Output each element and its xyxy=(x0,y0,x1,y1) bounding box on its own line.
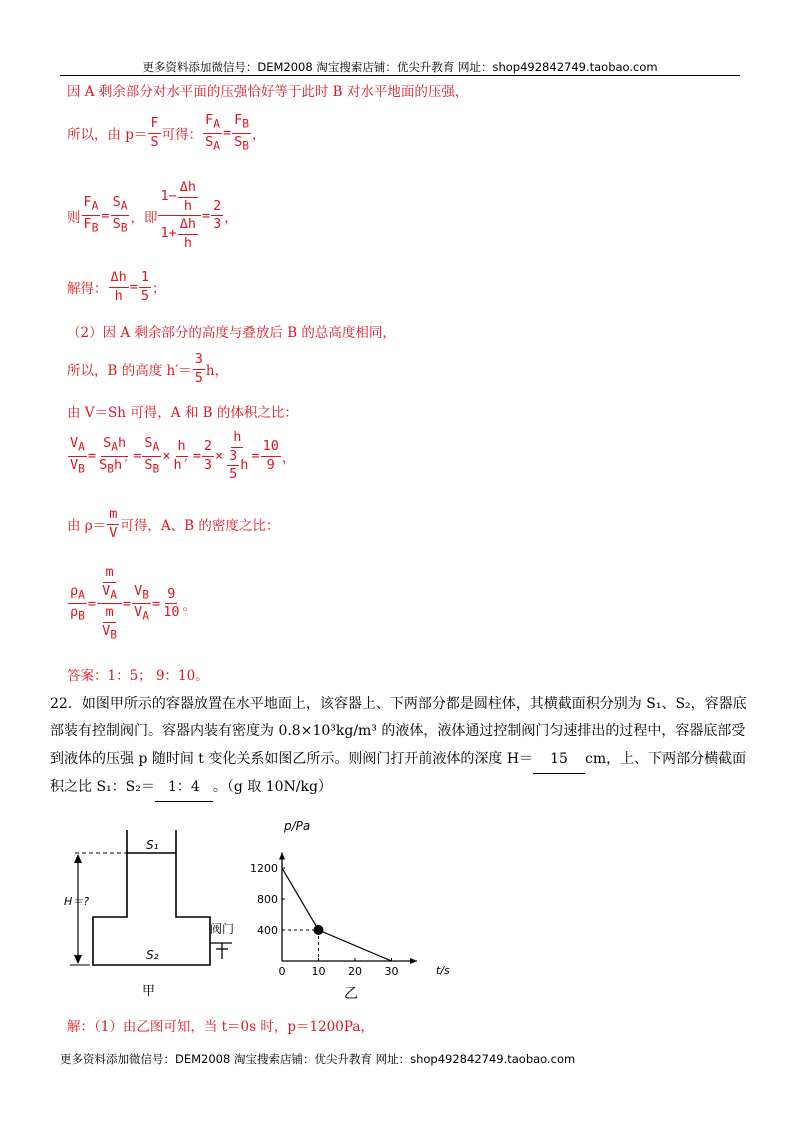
fraction-m-v: m V xyxy=(109,506,118,541)
solution-line-8: $\frac{V_A}{V_B}$ = $S_Ah$ $S_Bh'$ = $\frac{S_A}{S_B}$ × $\frac{h}{h'}$ = $\frac{2}{3}$ × h 3 5 h = $\frac{10}{9}$ ， xyxy=(70,429,296,483)
fraction-va-vb: $\frac{V_A}{V_B}$ xyxy=(70,435,85,476)
y-tick-label: 800 xyxy=(257,893,278,906)
solution-line-2: 所以，由 p＝ F S 可得： $\frac{F_A}{S_A}$ = $\frac{F_B}{S_B}$ ， xyxy=(67,112,266,153)
y-tick-label: 1200 xyxy=(250,862,278,875)
text: 可得： xyxy=(161,127,203,144)
page-footer: 更多资料添加微信号：DEM2008 淘宝搜索店铺：优尖升教育 网址：shop492842749.taobao.com xyxy=(60,1052,576,1066)
answer-line: 答案：1：5； 9：10。 xyxy=(67,668,209,684)
fraction-h-h: $\frac{h}{h'}$ xyxy=(173,438,190,473)
text: cm，上、下两部分横截面 xyxy=(585,750,747,767)
solution-line-4: 解得： $\frac{\Delta h}{h}$ = $\frac{1}{5}$ ； xyxy=(67,269,166,304)
label-h: H＝? xyxy=(64,895,90,908)
fraction-fb-sb: $\frac{F_B}{S_B}$ xyxy=(234,112,250,153)
text: 。（g 取 10N/kg） xyxy=(212,778,332,795)
text: 可得，A、B 的密度之比： xyxy=(120,518,280,535)
compound-fraction: 1− Δh h 1+ Δh h xyxy=(158,180,201,251)
compound-fraction-density: $\frac{m}{V_A}$ $\frac{m}{V_B}$ xyxy=(97,565,122,642)
fraction-f-s: F S xyxy=(150,115,159,150)
y-axis-arrow xyxy=(279,853,285,860)
fraction-9-10: $\frac{9}{10}$ xyxy=(163,585,180,621)
valve-icon xyxy=(210,943,232,959)
y-tick-label: 400 xyxy=(257,924,278,937)
label-s2: S₂ xyxy=(146,948,159,962)
caption-jia: 甲 xyxy=(142,984,156,999)
text: 解得： xyxy=(67,281,108,298)
answer-area-ratio: 1：4 xyxy=(155,774,213,802)
text: ，即 xyxy=(130,209,158,226)
figure-container-jia xyxy=(60,825,250,1000)
text: 到液体的压强 p 随时间 t 变化关系如图乙所示。则阀门打开前液体的深度 H＝ xyxy=(50,750,534,767)
x-tick-label: 10 xyxy=(311,965,326,978)
text: 所以，由 p＝ xyxy=(67,127,148,144)
header-rule xyxy=(60,75,740,76)
problem-line-1: 22．如图甲所示的容器放置在水平地面上，该容器上、下两部分都是圆柱体，其横截面积分别为 S₁、S₂，容器底 xyxy=(50,696,747,712)
fraction-2-3-b: $\frac{2}{3}$ xyxy=(203,438,212,473)
x-axis-arrow xyxy=(410,958,417,964)
x-tick-label: 0 xyxy=(278,965,286,978)
label-valve: 阀门 xyxy=(210,922,235,936)
fraction-rhoa-rhob: $\frac{\rho_A}{\rho_B}$ xyxy=(70,582,85,623)
problem-22 xyxy=(50,691,750,802)
fraction-2-3: $\frac{2}{3}$ xyxy=(213,197,222,233)
fraction-10-9: $\frac{10}{9}$ xyxy=(262,438,279,473)
x-tick-label: 30 xyxy=(384,965,399,978)
problem-line-2: 部装有控制阀门。容器内装有密度为 0.8×10³kg/m³ 的液体，液体通过控制阀门匀速排出的过程中，容器底部受 xyxy=(50,723,746,740)
chart-xlabel: t/s xyxy=(436,964,450,977)
fraction-sa-sb-2: $\frac{S_A}{S_B}$ xyxy=(144,435,160,476)
fraction-h-3-5h: h 3 5 h xyxy=(229,429,249,483)
fraction-3-5: 3 5 xyxy=(194,351,203,386)
text: 则 xyxy=(67,209,81,226)
text: 所以，B 的高度 h′＝ xyxy=(67,363,192,380)
marked-point xyxy=(314,925,324,935)
solution-line-6 xyxy=(67,352,228,386)
solution-line-1: 因 A 剩余部分对水平面的压强恰好等于此时 B 对水平地面的压强， xyxy=(67,84,469,100)
fraction-sa-sb: $\frac{S_A}{S_B}$ xyxy=(112,194,128,235)
label-s1: S₁ xyxy=(146,838,159,852)
fraction-dh-h: $\frac{\Delta h}{h}$ xyxy=(110,269,127,304)
solution-line-3: 则 $\frac{F_A}{F_B}$ = $\frac{S_A}{S_B}$ ，即 1− Δh h 1+ Δh h = $\frac{2}{3}$ ， xyxy=(67,179,238,251)
page-header: 更多资料添加微信号：DEM2008 淘宝搜索店铺：优尖升教育 网址：shop492842749.taobao.com xyxy=(142,60,658,74)
text: 由 ρ＝ xyxy=(67,518,107,535)
x-tick-label: 20 xyxy=(348,965,362,978)
problem-line-4 xyxy=(50,774,750,802)
text: h， xyxy=(205,363,229,380)
depth-arrow-top xyxy=(74,854,82,863)
problem-line-3 xyxy=(50,746,750,774)
solution-start-line: 解：（1）由乙图可知，当 t＝0s 时，p＝1200Pa， xyxy=(67,1019,374,1035)
figure-pressure-time-chart xyxy=(250,813,465,1008)
solution-line-9 xyxy=(67,507,279,541)
solution-line-5: （2）因 A 剩余部分的高度与叠放后 B 的总高度相同， xyxy=(67,325,396,341)
fraction-fa-sa: $\frac{F_A}{S_A}$ xyxy=(205,112,220,153)
solution-line-7: 由 V＝Sh 可得，A 和 B 的体积之比： xyxy=(67,405,298,421)
solution-line-10: $\frac{\rho_A}{\rho_B}$ = $\frac{m}{V_A}$ $\frac{m}{V_B}$ = $\frac{V_B}{V_A}$ = $\frac{9}{10}$ 。 xyxy=(70,564,196,642)
chart-ylabel: p/Pa xyxy=(284,819,311,833)
fraction-1-5: $\frac{1}{5}$ xyxy=(140,269,150,304)
fraction-vb-va: $\frac{V_B}{V_A}$ xyxy=(134,582,150,623)
caption-yi: 乙 xyxy=(344,986,358,1002)
answer-depth: 15 xyxy=(533,746,585,774)
fraction-fa-fb: $\frac{F_A}{F_B}$ xyxy=(83,194,99,235)
depth-arrow-bottom xyxy=(74,955,82,964)
fraction-sah-sbh: $S_Ah$ $S_Bh'$ xyxy=(99,435,131,476)
series-line xyxy=(282,868,392,961)
text: 积之比 S₁：S₂＝ xyxy=(50,778,155,795)
